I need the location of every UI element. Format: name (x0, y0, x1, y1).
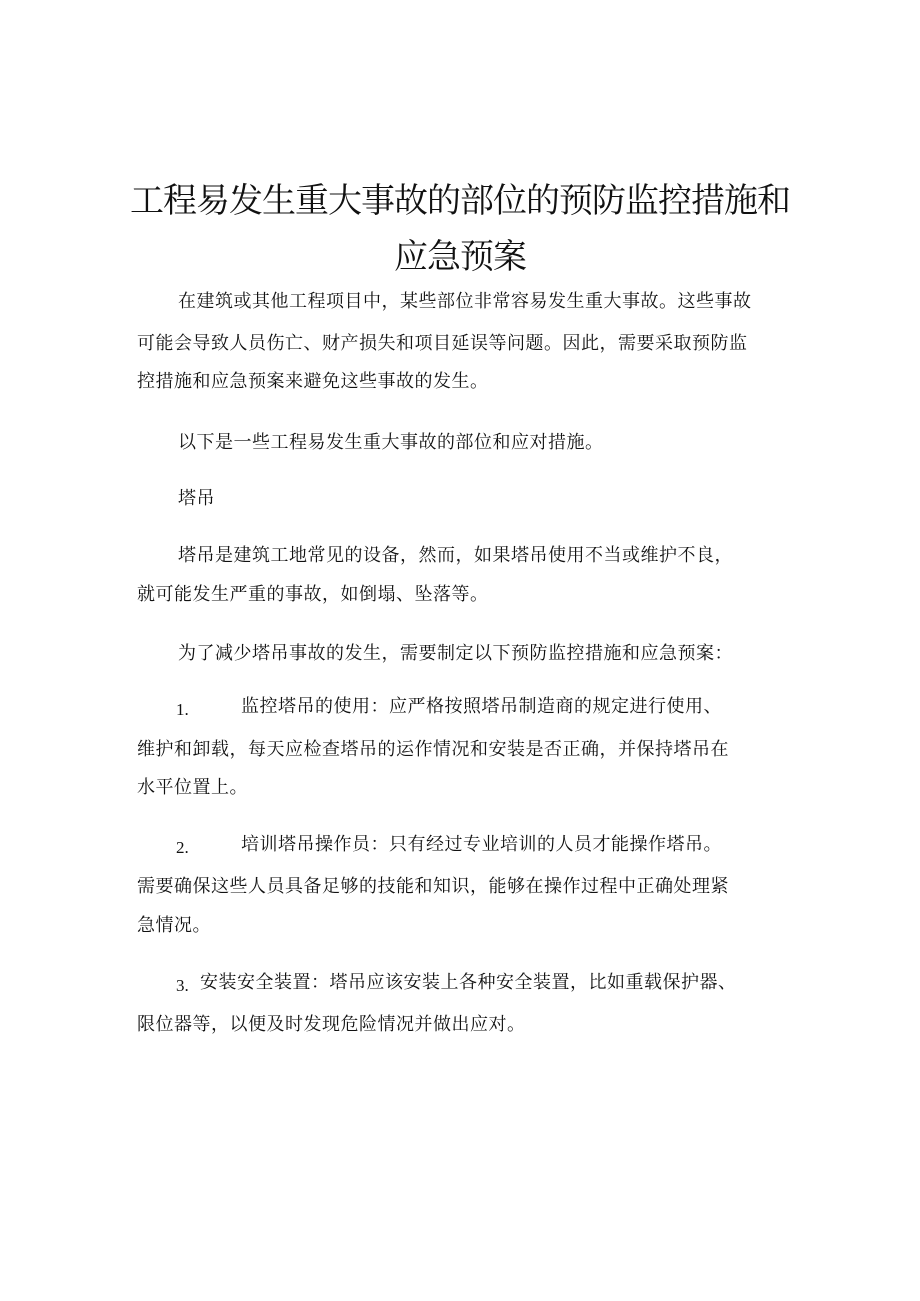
item-3-line-2: 限位器等，以便及时发现危险情况并做出应对。 (137, 1014, 526, 1035)
section-heading: 塔吊 (178, 488, 215, 509)
item-2-line-2: 需要确保这些人员具备足够的技能和知识，能够在操作过程中正确处理紧 (137, 876, 729, 897)
item-1-line-2: 维护和卸载，每天应检查塔吊的运作情况和安装是否正确，并保持塔吊在 (137, 739, 729, 760)
section-intro-line-2: 就可能发生严重的事故，如倒塌、坠落等。 (137, 584, 489, 605)
item-2-line-3: 急情况。 (137, 915, 211, 936)
section-intro-line-1: 塔吊是建筑工地常见的设备，然而，如果塔吊使用不当或维护不良， (178, 545, 733, 566)
intro-line-3: 控措施和应急预案来避免这些事故的发生。 (137, 371, 489, 392)
document-title-line-2: 应急预案 (394, 237, 526, 277)
item-1-line-3: 水平位置上。 (137, 777, 248, 798)
item-3-line-1: 安装安全装置：塔吊应该安装上各种安全装置，比如重载保护器、 (200, 972, 737, 993)
measures-lead: 为了减少塔吊事故的发生，需要制定以下预防监控措施和应急预案： (178, 643, 733, 664)
intro-line-2: 可能会导致人员伤亡、财产损失和项目延误等问题。因此，需要采取预防监 (137, 333, 748, 354)
lead-paragraph: 以下是一些工程易发生重大事故的部位和应对措施。 (178, 432, 604, 453)
document-title-line-1: 工程易发生重大事故的部位的预防监控措施和 (130, 181, 790, 221)
item-2-number: 2. (176, 838, 189, 857)
item-2-line-1: 培训塔吊操作员：只有经过专业培训的人员才能操作塔吊。 (241, 834, 722, 855)
intro-line-1: 在建筑或其他工程项目中，某些部位非常容易发生重大事故。这些事故 (178, 291, 752, 312)
item-3-number: 3. (176, 976, 189, 995)
item-1-number: 1. (176, 700, 189, 719)
item-1-line-1: 监控塔吊的使用：应严格按照塔吊制造商的规定进行使用、 (241, 696, 722, 717)
